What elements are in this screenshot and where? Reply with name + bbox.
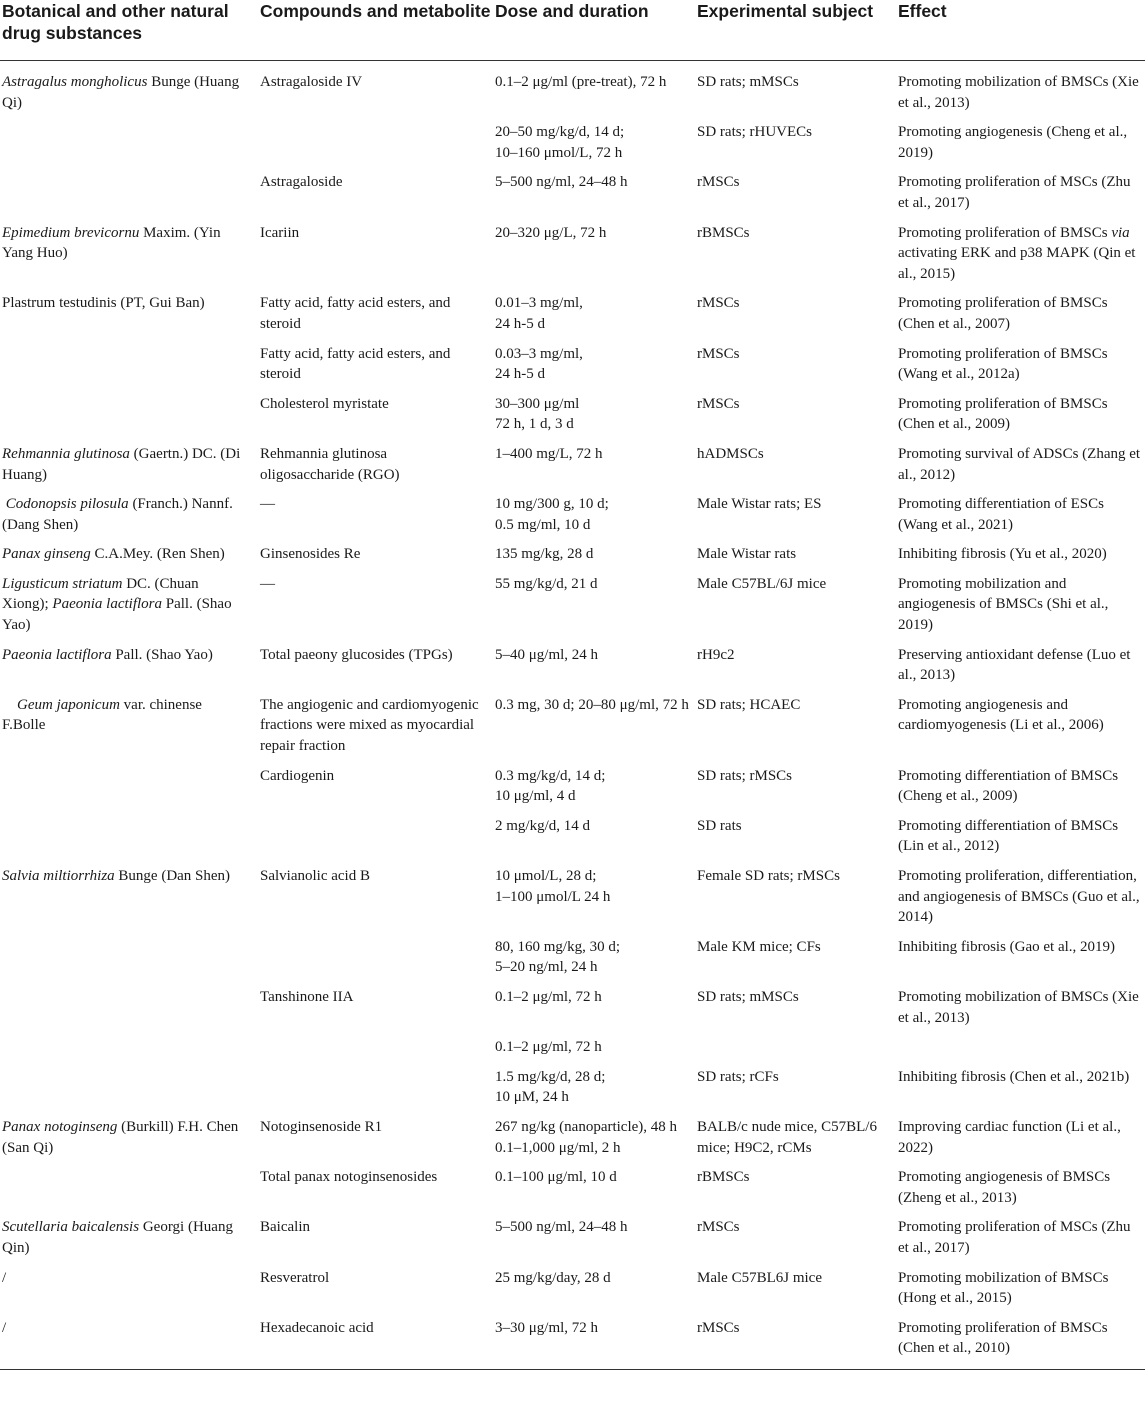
cell-dose: 20–50 mg/kg/d, 14 d; 10–160 μmol/L, 72 h: [495, 124, 625, 161]
cell-effect: Promoting mobilization of BMSCs (Xie et al., 2013): [898, 74, 1139, 111]
cell-dose: 1–400 mg/L, 72 h: [495, 445, 603, 462]
header-subject: Experimental subject: [697, 0, 898, 61]
cell-compound: Cardiogenin: [260, 767, 335, 784]
cell-botanical: [0, 1167, 260, 1217]
cell-compound: The angiogenic and cardiomyogenic fractions were mixed as myocardial repair fraction: [260, 696, 479, 755]
table-row: [0, 172, 1145, 222]
cell-compound: Baicalin: [260, 1219, 310, 1236]
botanical-name-text: Pall. (Shao Yao): [2, 596, 235, 634]
cell-effect: Promoting mobilization and angiogenesis of BMSCs (Shi et al., 2019): [898, 575, 1109, 634]
cell-compound: Icariin: [260, 224, 300, 241]
botanical-name-text: Bunge (Huang Qi): [2, 74, 243, 111]
cell-dose: 0.3 mg, 30 d; 20–80 μg/ml, 72 h: [495, 696, 689, 713]
cell-effect: Preserving antioxidant defense (Luo et al., 2013): [898, 646, 1131, 684]
cell-botanical: [0, 544, 260, 574]
effect-text: activating ERK and p38 MAPK (Qin et al., 2015): [898, 245, 1136, 282]
cell-effect: Promoting angiogenesis (Cheng et al., 2019): [898, 124, 1128, 161]
cell-compound: Total paeony glucosides (TPGs): [260, 646, 453, 663]
cell-effect: Promoting proliferation, differentiation, and angiogenesis of BMSCs (Guo et al., 2014): [898, 868, 1140, 926]
table-row: [0, 574, 1145, 645]
table-row: [0, 1117, 1145, 1167]
cell-botanical: [0, 1217, 260, 1267]
cell-compound: Fatty acid, fatty acid esters, and steroid: [260, 345, 451, 383]
cell-dose: 0.1–2 μg/ml, 72 h: [495, 1039, 602, 1056]
cell-botanical: [0, 866, 260, 937]
table-row: [0, 695, 1145, 766]
cell-effect: Inhibiting fibrosis (Yu et al., 2020): [898, 546, 1107, 563]
cell-subject: rBMSCs: [697, 1169, 750, 1186]
cell-subject: SD rats; rCFs: [697, 1068, 779, 1085]
botanical-latin-name: Ligusticum striatum: [2, 575, 123, 592]
cell-botanical: [0, 937, 260, 987]
cell-dose: 0.1–2 μg/ml (pre-treat), 72 h: [495, 74, 667, 90]
cell-botanical: [0, 695, 260, 766]
cell-botanical: [0, 494, 260, 544]
cell-subject: rMSCs: [697, 345, 740, 362]
cell-compound: Hexadecanoic acid: [260, 1318, 495, 1370]
cell-compound: [260, 816, 495, 866]
botanical-latin-name: Scutellaria baicalensis: [2, 1219, 140, 1236]
cell-effect: [898, 223, 1145, 294]
botanical-name-text: /: [2, 1319, 7, 1336]
cell-botanical: [0, 394, 260, 444]
cell-dose: 5–40 μg/ml, 24 h: [495, 646, 599, 663]
cell-dose: 0.3 mg/kg/d, 14 d; 10 μg/ml, 4 d: [495, 767, 606, 805]
table-row: [0, 645, 1145, 695]
table-row: [0, 444, 1145, 494]
cell-subject: BALB/c nude mice, C57BL/6 mice; H9C2, rCMs: [697, 1118, 877, 1156]
table-row: [0, 1268, 1145, 1318]
cell-subject: Male C57BL6J mice: [697, 1269, 822, 1286]
cell-subject: Male KM mice; CFs: [697, 938, 821, 955]
cell-subject: rMSCs: [697, 295, 740, 312]
botanical-latin-name: Salvia miltiorrhiza: [2, 868, 115, 884]
botanical-name-text: C.A.Mey. (Ren Shen): [90, 546, 225, 563]
table-row: [0, 1167, 1145, 1217]
cell-subject: Male Wistar rats: [697, 546, 797, 563]
cell-botanical: [0, 766, 260, 816]
botanical-latin-name: Astragalus mongholicus: [2, 74, 148, 90]
cell-dose: 0.03–3 mg/ml, 24 h-5 d: [495, 345, 583, 383]
cell-botanical: [0, 344, 260, 394]
botanical-latin-name: Panax notoginseng: [2, 1118, 118, 1135]
cell-compound: [260, 122, 495, 172]
cell-botanical: [0, 444, 260, 494]
cell-subject: SD rats: [697, 817, 742, 834]
cell-subject: SD rats; rMSCs: [697, 767, 793, 784]
botanical-name-text: /: [2, 1269, 7, 1286]
cell-dose: 80, 160 mg/kg, 30 d; 5–20 ng/ml, 24 h: [495, 938, 621, 976]
table-row: [0, 987, 1145, 1037]
table-row: [0, 1067, 1145, 1117]
table-body: [0, 61, 1145, 1370]
cell-subject: Male Wistar rats; ES: [697, 496, 822, 513]
cell-botanical: [0, 1037, 260, 1067]
cell-compound: [260, 937, 495, 987]
table-row: [0, 1037, 1145, 1067]
cell-subject: SD rats; rHUVECs: [697, 124, 812, 141]
cell-dose: 5–500 ng/ml, 24–48 h: [495, 1219, 628, 1236]
cell-compound: Tanshinone IIA: [260, 988, 354, 1005]
cell-subject: rMSCs: [697, 174, 740, 191]
cell-effect: Inhibiting fibrosis (Chen et al., 2021b): [898, 1068, 1130, 1085]
table-row: [0, 544, 1145, 574]
table-row: [0, 866, 1145, 937]
cell-botanical: [0, 1268, 260, 1318]
cell-effect: Improving cardiac function (Li et al., 2022): [898, 1118, 1121, 1156]
cell-effect: Promoting proliferation of BMSCs (Chen et al., 2009): [898, 395, 1108, 433]
cell-subject: rMSCs: [697, 395, 740, 412]
botanical-name-text: var. chinense F.Bolle: [2, 696, 206, 734]
botanical-latin-name: Epimedium brevicornu: [2, 224, 140, 241]
cell-effect: Promoting proliferation of BMSCs (Chen et al., 2007): [898, 295, 1108, 332]
cell-dose: 135 mg/kg, 28 d: [495, 546, 594, 563]
cell-dose: 2 mg/kg/d, 14 d: [495, 817, 591, 834]
header-dose: Dose and duration: [495, 0, 697, 61]
cell-compound: —: [260, 496, 275, 513]
cell-compound: Astragaloside IV: [260, 74, 363, 90]
cell-dose: 0.1–100 μg/ml, 10 d: [495, 1169, 617, 1186]
cell-dose: 1.5 mg/kg/d, 28 d; 10 μM, 24 h: [495, 1068, 606, 1106]
botanical-latin-name: Paeonia lactiflora: [2, 646, 112, 663]
cell-effect: Promoting differentiation of BMSCs (Lin et al., 2012): [898, 817, 1119, 855]
cell-subject: rMSCs: [697, 1219, 740, 1236]
cell-botanical: [0, 223, 260, 294]
table-row: [0, 61, 1145, 123]
cell-subject: rH9c2: [697, 646, 735, 663]
cell-compound: —: [260, 575, 275, 592]
cell-compound: Resveratrol: [260, 1269, 330, 1286]
cell-botanical: [0, 293, 260, 343]
cell-effect: Promoting differentiation of ESCs (Wang et al., 2021): [898, 496, 1104, 533]
header-compounds: Compounds and metabolite: [260, 0, 495, 61]
cell-effect: Inhibiting fibrosis (Gao et al., 2019): [898, 938, 1116, 955]
header-row: [0, 0, 1145, 61]
cell-subject: Male C57BL/6J mice: [697, 575, 827, 592]
cell-effect: Promoting proliferation of BMSCs (Chen et al., 2010): [898, 1318, 1145, 1370]
botanical-latin-name: Geum japonicum: [2, 696, 120, 713]
cell-effect: Promoting survival of ADSCs (Zhang et al., 2012): [898, 445, 1141, 483]
cell-effect: Promoting mobilization of BMSCs (Hong et al., 2015): [898, 1269, 1109, 1307]
cell-botanical: [0, 987, 260, 1037]
table-row: [0, 1318, 1145, 1370]
cell-dose: 5–500 ng/ml, 24–48 h: [495, 174, 628, 191]
cell-effect: Promoting mobilization of BMSCs (Xie et al., 2013): [898, 988, 1139, 1026]
cell-botanical: [0, 1318, 260, 1370]
table-row: [0, 816, 1145, 866]
cell-dose: 3–30 μg/ml, 72 h: [495, 1318, 697, 1370]
cell-dose: 0.01–3 mg/ml, 24 h-5 d: [495, 295, 583, 332]
cell-dose: 0.1–2 μg/ml, 72 h: [495, 988, 602, 1005]
cell-effect: Promoting angiogenesis and cardiomyogenesis (Li et al., 2006): [898, 696, 1104, 734]
effect-text: Promoting proliferation of BMSCs: [898, 224, 1112, 241]
botanical-name-text: (Burkill) F.H. Chen (San Qi): [2, 1118, 243, 1156]
table-row: [0, 1217, 1145, 1267]
cell-compound: [260, 1067, 495, 1117]
cell-compound: Rehmannia glutinosa oligosaccharide (RGO): [260, 445, 400, 483]
cell-subject: SD rats; mMSCs: [697, 988, 799, 1005]
cell-subject: rBMSCs: [697, 224, 750, 241]
cell-compound: Astragaloside: [260, 174, 343, 191]
cell-compound: Notoginsenoside R1: [260, 1118, 383, 1135]
cell-compound: Fatty acid, fatty acid esters, and steroid: [260, 295, 451, 332]
table-header: [0, 0, 1145, 61]
botanical-name-text: Bunge (Dan Shen): [114, 868, 231, 884]
botanical-name-text: Georgi (Huang Qin): [2, 1219, 237, 1256]
cell-subject: [697, 1037, 898, 1067]
cell-botanical: [0, 122, 260, 172]
cell-botanical: [0, 1117, 260, 1167]
cell-botanical: [0, 645, 260, 695]
table-row: [0, 293, 1145, 343]
cell-dose: 10 mg/300 g, 10 d; 0.5 mg/ml, 10 d: [495, 496, 609, 533]
cell-compound: [260, 1037, 495, 1067]
cell-botanical: [0, 1067, 260, 1117]
table-row: [0, 394, 1145, 444]
cell-compound: Cholesterol myristate: [260, 395, 389, 412]
cell-botanical: [0, 172, 260, 222]
cell-compound: Total panax notoginsenosides: [260, 1169, 438, 1186]
cell-dose: 55 mg/kg/d, 21 d: [495, 575, 598, 592]
cell-dose: 25 mg/kg/day, 28 d: [495, 1269, 611, 1286]
table-row: [0, 766, 1145, 816]
cell-effect: Promoting proliferation of MSCs (Zhu et al., 2017): [898, 174, 1131, 211]
table-row: [0, 494, 1145, 544]
cell-subject: SD rats; HCAEC: [697, 696, 801, 713]
cell-compound: Salvianolic acid B: [260, 868, 370, 884]
cell-effect: Promoting angiogenesis of BMSCs (Zheng et al., 2013): [898, 1169, 1111, 1206]
cell-effect: [898, 1037, 1145, 1067]
botanical-latin-name: Paeonia lactiflora: [52, 596, 162, 613]
botanical-latin-name: Rehmannia glutinosa: [2, 445, 130, 462]
cell-effect: Promoting proliferation of BMSCs (Wang et al., 2012a): [898, 345, 1108, 383]
cell-effect: Promoting differentiation of BMSCs (Cheng et al., 2009): [898, 767, 1119, 805]
cell-dose: 10 μmol/L, 28 d; 1–100 μmol/L 24 h: [495, 868, 611, 905]
botanical-latin-name: Codonopsis pilosula: [2, 496, 129, 513]
botanical-name-text: Maxim. (Yin Yang Huo): [2, 224, 224, 262]
botanical-name-text: Pall. (Shao Yao): [111, 646, 213, 663]
botanical-latin-name: Panax ginseng: [2, 546, 91, 563]
effect-text: via: [1111, 224, 1130, 241]
header-effect: Effect: [898, 0, 1145, 61]
cell-subject: rMSCs: [697, 1318, 898, 1370]
cell-dose: 20–320 μg/L, 72 h: [495, 224, 607, 241]
cell-subject: SD rats; mMSCs: [697, 74, 799, 90]
table-row: [0, 223, 1145, 294]
cell-dose: 30–300 μg/ml 72 h, 1 d, 3 d: [495, 395, 580, 433]
cell-subject: Female SD rats; rMSCs: [697, 868, 840, 884]
botanical-name-text: (Franch.) Nannf. (Dang Shen): [2, 496, 237, 533]
cell-botanical: [0, 816, 260, 866]
cell-subject: hADMSCs: [697, 445, 764, 462]
cell-botanical: [0, 61, 260, 123]
botanical-name-text: (Gaertn.) DC. (Di Huang): [2, 445, 245, 483]
cell-compound: Ginsenosides Re: [260, 546, 361, 563]
cell-botanical: [0, 574, 260, 645]
cell-effect: Promoting proliferation of MSCs (Zhu et al., 2017): [898, 1219, 1131, 1256]
table-row: [0, 122, 1145, 172]
cell-dose: 267 ng/kg (nanoparticle), 48 h 0.1–1,000 μg/ml, 2 h: [495, 1118, 678, 1156]
botanical-name-text: Plastrum testudinis (PT, Gui Ban): [2, 295, 205, 312]
table-row: [0, 937, 1145, 987]
botanical-name-text: DC. (Chuan Xiong);: [2, 575, 203, 613]
header-botanical: Botanical and other natural drug substances: [0, 0, 260, 61]
table-row: [0, 344, 1145, 394]
